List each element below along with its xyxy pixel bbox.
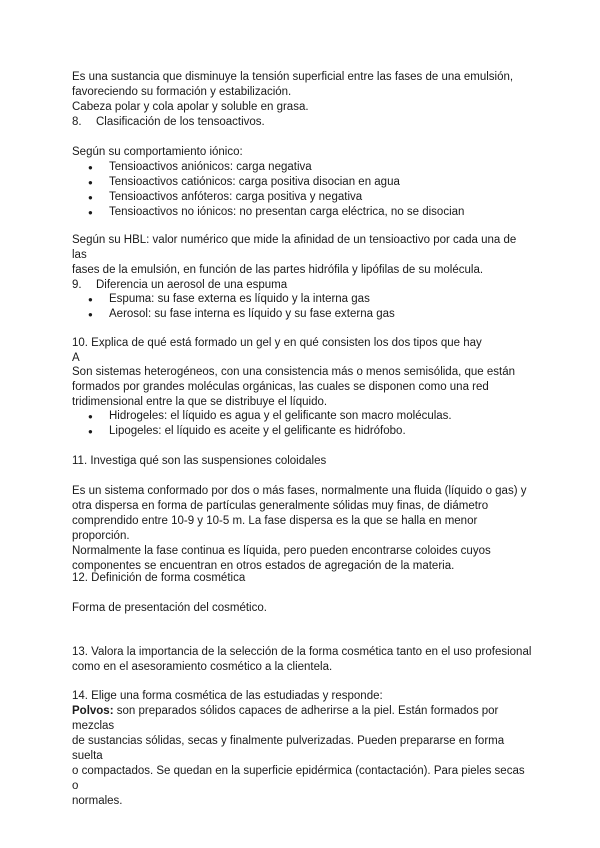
text-line: Cabeza polar y cola apolar y soluble en grasa. xyxy=(72,101,309,113)
colloid-answer xyxy=(72,484,532,574)
text-line: comprendido entre 10-9 y 10-5 m. La fase dispersa es la que se halla en menor proporción. xyxy=(72,515,478,542)
question-11-heading: 11. Investiga qué son las suspensiones coloidales xyxy=(72,455,327,467)
surfactant-definition xyxy=(72,70,532,115)
foam-aerosol-list xyxy=(72,292,532,322)
gel-answer xyxy=(72,365,532,410)
text-line: tridimensional entre la que se distribuye el líquido. xyxy=(72,396,328,408)
powders-term: Polvos: xyxy=(72,705,114,717)
text-line: Son sistemas heterogéneos, con una consistencia más o menos semisólida, que están xyxy=(72,366,516,378)
text-line: favoreciendo su formación y estabilización. xyxy=(72,86,292,98)
text-line: de sustancias sólidas, secas y finalmente pulverizadas. Pueden prepararse en forma suelta xyxy=(72,735,505,762)
question-title: Diferencia un aerosol de una espuma xyxy=(96,279,288,291)
list-item: ● Tensioactivos no iónicos: no presentan carga eléctrica, no se disocian xyxy=(72,205,532,220)
ionic-list xyxy=(72,160,532,220)
text-line: Normalmente la fase continua es líquida, pero pueden encontrarse coloides cuyos xyxy=(72,545,491,557)
text-line: Según su HBL: valor numérico que mide la afinidad de un tensioactivo por cada una de las xyxy=(72,234,517,261)
text-line: fases de la emulsión, en función de las partes hidrófila y lipófilas de su molécula. xyxy=(72,264,484,276)
text-line: 13. Valora la importancia de la selección de la forma cosmética tanto en el uso profesional xyxy=(72,646,532,658)
text-line: Es una sustancia que disminuye la tensión superficial entre las fases de una emulsión, xyxy=(72,71,514,83)
cosmetic-form-answer: Forma de presentación del cosmético. xyxy=(72,602,267,614)
text-line: o compactados. Se quedan en la superficie epidérmica (contactación). Para pieles secas o xyxy=(72,765,525,792)
list-item: ● Tensioactivos aniónicos: carga negativa xyxy=(72,160,532,175)
text-line: A xyxy=(72,352,80,364)
text-line: Es un sistema conformado por dos o más fases, normalmente una fluida (líquido o gas) y xyxy=(72,485,527,497)
question-8-heading xyxy=(72,115,532,130)
gel-types-list xyxy=(72,409,532,439)
text-line: otra dispersa en forma de partículas generalmente sólidas muy finas, de diámetro xyxy=(72,500,489,512)
question-9-heading xyxy=(72,278,532,293)
text-span: son preparados sólidos capaces de adherirse a la piel. Están formados por mezclas xyxy=(72,705,499,732)
question-12-heading: 12. Definición de forma cosmética xyxy=(72,572,246,584)
text-line: formados por grandes moléculas orgánicas, las cuales se disponen como una red xyxy=(72,381,489,393)
question-number: 8. xyxy=(72,116,82,128)
question-14-heading: 14. Elige una forma cosmética de las estudiadas y responde: xyxy=(72,690,383,702)
ionic-heading: Según su comportamiento iónico: xyxy=(72,146,243,158)
hbl-paragraph xyxy=(72,233,532,278)
text-line: 10. Explica de qué está formado un gel y en qué consisten los dos tipos que hay xyxy=(72,337,482,349)
text-line: normales. xyxy=(72,795,123,807)
question-title: Clasificación de los tensoactivos. xyxy=(96,116,265,128)
text-line: componentes se encuentran en otros estados de agregación de la materia. xyxy=(72,560,455,572)
question-13 xyxy=(72,645,532,675)
powders-answer xyxy=(72,704,532,809)
question-number: 9. xyxy=(72,279,82,291)
list-item: ● Espuma: su fase externa es líquido y la interna gas xyxy=(72,292,532,307)
list-item: ● Tensioactivos catiónicos: carga positiva disocian en agua xyxy=(72,175,532,190)
list-item: ● Hidrogeles: el líquido es agua y el gelificante son macro moléculas. xyxy=(72,409,532,424)
text-line: como en el asesoramiento cosmético a la clientela. xyxy=(72,661,333,673)
question-10-heading xyxy=(72,336,532,366)
list-item: ● Lipogeles: el líquido es aceite y el gelificante es hidrófobo. xyxy=(72,424,532,439)
list-item: ● Tensioactivos anfóteros: carga positiva y negativa xyxy=(72,190,532,205)
list-item: ● Aerosol: su fase interna es líquido y su fase externa gas xyxy=(72,307,532,322)
